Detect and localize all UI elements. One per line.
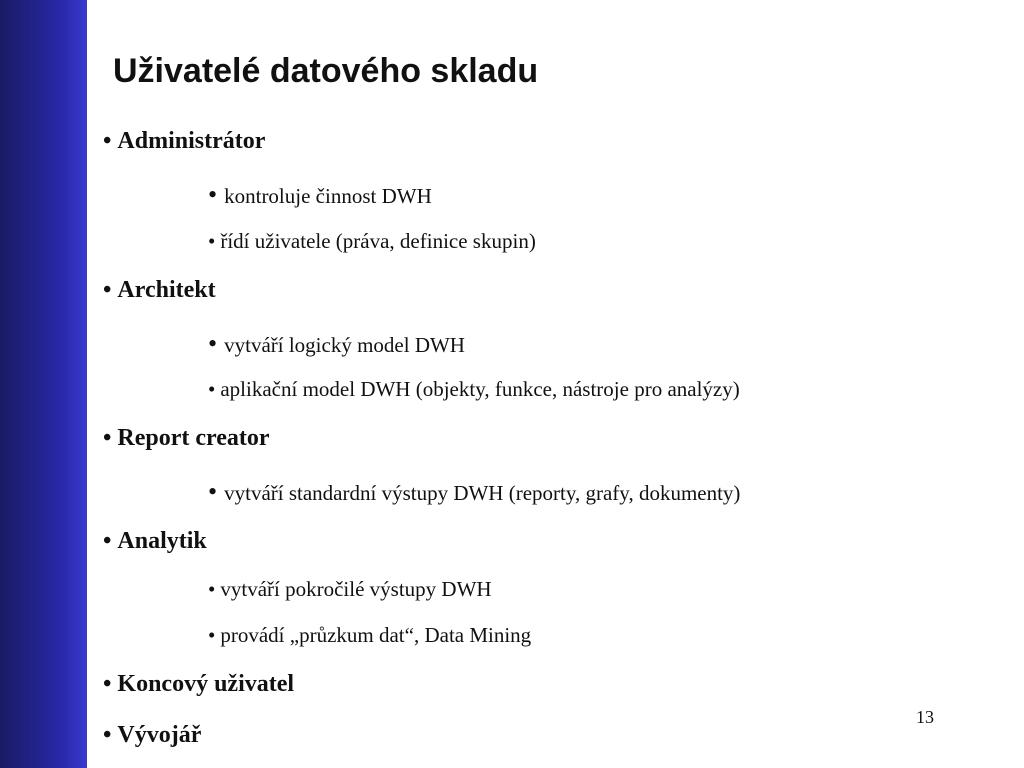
role-item <box>208 623 531 648</box>
role-koncovy-uzivatel <box>103 671 294 698</box>
bullet: • <box>208 329 218 358</box>
role-item-text: vytváří logický model DWH <box>224 333 465 357</box>
role-item <box>208 577 492 602</box>
role-label: Koncový uživatel <box>117 671 295 697</box>
role-item <box>208 377 740 402</box>
role-analytik <box>103 528 207 555</box>
bullet: • <box>208 229 216 253</box>
role-item-text: provádí „průzkum dat“, Data Mining <box>220 623 532 647</box>
bullet: • <box>103 671 112 697</box>
bullet: • <box>208 577 216 601</box>
role-report-creator <box>103 425 270 452</box>
role-item <box>208 477 740 507</box>
slide-title: Uživatelé datového skladu <box>113 52 539 90</box>
role-item <box>208 329 465 359</box>
bullet: • <box>208 377 216 401</box>
bullet: • <box>208 623 216 647</box>
role-item-text: vytváří standardní výstupy DWH (reporty, grafy, dokumenty) <box>224 481 741 505</box>
role-item-text: řídí uživatele (práva, definice skupin) <box>220 229 536 253</box>
role-item <box>208 229 536 254</box>
role-item <box>208 180 432 210</box>
page-number: 13 <box>916 707 934 727</box>
bullet: • <box>103 528 112 554</box>
role-item-text: aplikační model DWH (objekty, funkce, nástroje pro analýzy) <box>220 377 740 401</box>
role-label: Vývojář <box>117 722 202 748</box>
role-administrator <box>103 128 265 155</box>
role-item-text: vytváří pokročilé výstupy DWH <box>220 577 492 601</box>
role-label: Administrátor <box>117 128 266 154</box>
bullet: • <box>103 425 112 451</box>
bullet: • <box>103 128 112 154</box>
bullet: • <box>103 277 112 303</box>
role-vyvojar <box>103 722 201 749</box>
role-label: Report creator <box>117 425 270 451</box>
bullet: • <box>208 180 218 209</box>
side-band <box>0 0 87 768</box>
bullet: • <box>208 477 218 506</box>
bullet: • <box>103 722 112 748</box>
role-item-text: kontroluje činnost DWH <box>224 184 432 208</box>
role-architekt <box>103 277 216 304</box>
role-label: Analytik <box>117 528 207 554</box>
role-label: Architekt <box>117 277 216 303</box>
